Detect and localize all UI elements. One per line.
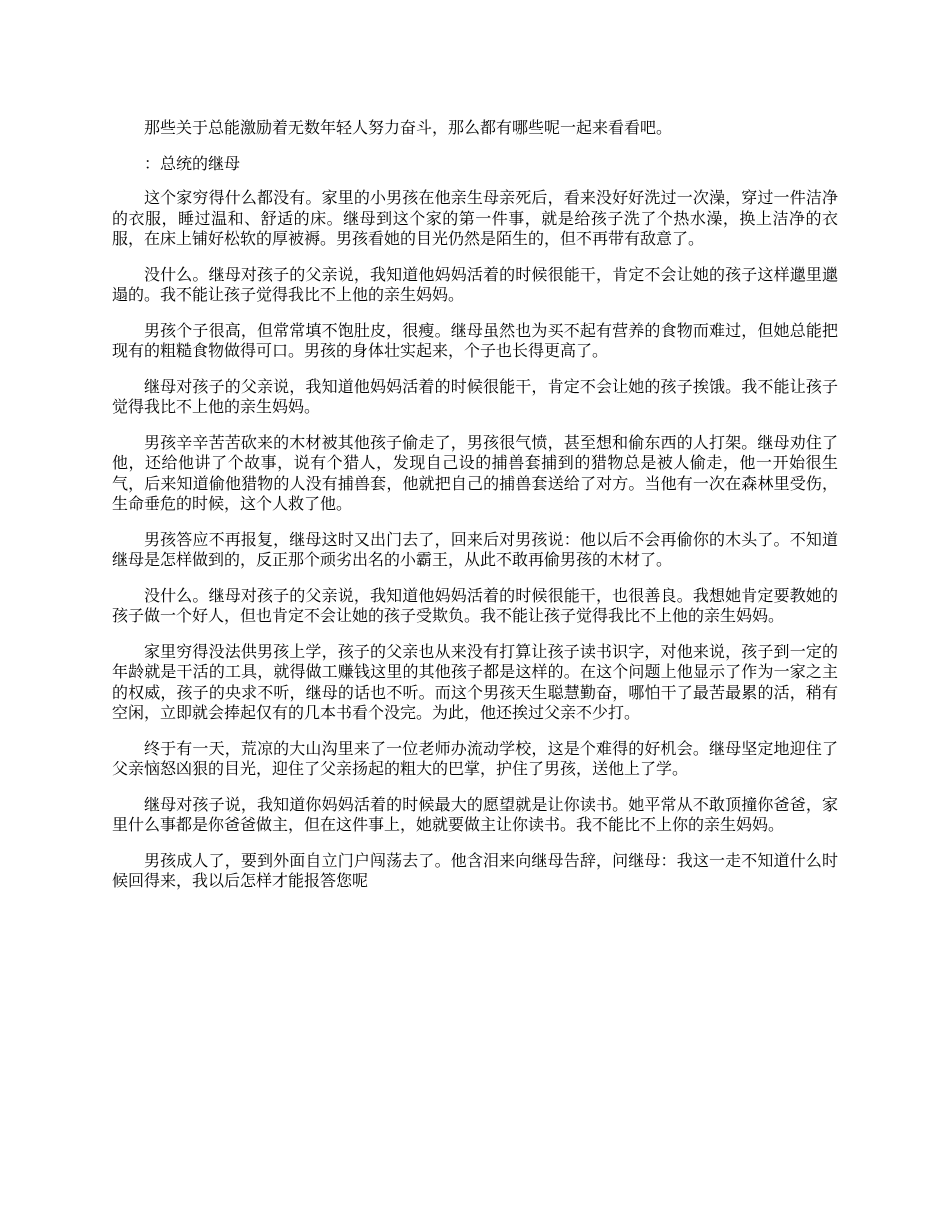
- body-paragraph: 终于有一天，荒凉的大山沟里来了一位老师办流动学校，这是个难得的好机会。继母坚定地迎住了父亲恼怒凶狠的目光，迎住了父亲扬起的粗大的巴掌，护住了男孩，送他上了学。: [112, 738, 838, 778]
- document-body: [112, 118, 838, 907]
- body-paragraph: 男孩成人了，要到外面自立门户闯荡去了。他含泪来向继母告辞，问继母：我这一走不知道什么时候回得来，我以后怎样才能报答您呢: [112, 850, 838, 890]
- body-paragraph: 没什么。继母对孩子的父亲说，我知道他妈妈活着的时候很能干，肯定不会让她的孩子这样邋里邋遢的。我不能让孩子觉得我比不上他的亲生妈妈。: [112, 264, 838, 304]
- body-paragraph: 男孩答应不再报复，继母这时又出门去了，回来后对男孩说：他以后不会再偷你的木头了。不知道继母是怎样做到的，反正那个顽劣出名的小霸王，从此不敢再偷男孩的木材了。: [112, 529, 838, 569]
- body-paragraph: 继母对孩子的父亲说，我知道他妈妈活着的时候很能干，肯定不会让她的孩子挨饿。我不能让孩子觉得我比不上他的亲生妈妈。: [112, 376, 838, 416]
- body-paragraph: 家里穷得没法供男孩上学，孩子的父亲也从来没有打算让孩子读书识字，对他来说，孩子到一定的年龄就是干活的工具，就得做工赚钱这里的其他孩子都是这样的。在这个问题上他显示了作为一家之主的权威，孩子的央求不听，继母的话也不听。而这个男孩天生聪慧勤奋，哪怕干了最苦最累的活，稍有空闲，立即就会捧起仅有的几本书看个没完。为此，他还挨过父亲不少打。: [112, 641, 838, 722]
- intro-paragraph: 那些关于总能激励着无数年轻人努力奋斗，那么都有哪些呢一起来看看吧。: [144, 118, 673, 137]
- body-paragraph: 没什么。继母对孩子的父亲说，我知道他妈妈活着的时候很能干，也很善良。我想她肯定要教她的孩子做一个好人，但也肯定不会让她的孩子受欺负。我不能让孩子觉得我比不上他的亲生妈妈。: [112, 585, 838, 625]
- body-paragraph: 继母对孩子说，我知道你妈妈活着的时候最大的愿望就是让你读书。她平常从不敢顶撞你爸爸，家里什么事都是你爸爸做主，但在这件事上，她就要做主让你读书。我不能比不上你的亲生妈妈。: [112, 794, 838, 834]
- body-paragraph: 男孩辛辛苦苦砍来的木材被其他孩子偷走了，男孩很气愤，甚至想和偷东西的人打架。继母劝住了他，还给他讲了个故事，说有个猎人，发现自己设的捕兽套捕到的猎物总是被人偷走，他一开始很生气，后来知道偷他猎物的人没有捕兽套，他就把自己的捕兽套送给了对方。当他有一次在森林里受伤，生命垂危的时候，这个人救了他。: [112, 432, 838, 513]
- body-paragraph: 男孩个子很高，但常常填不饱肚皮，很瘦。继母虽然也为买不起有营养的食物而难过，但她总能把现有的粗糙食物做得可口。男孩的身体壮实起来，个子也长得更高了。: [112, 320, 838, 360]
- section-heading: ：总统的继母: [144, 153, 241, 173]
- body-paragraph: 这个家穷得什么都没有。家里的小男孩在他亲生母亲死后，看来没好好洗过一次澡，穿过一件洁净的衣服，睡过温和、舒适的床。继母到这个家的第一件事，就是给孩子洗了个热水澡，换上洁净的衣服，在床上铺好松软的厚被褥。男孩看她的目光仍然是陌生的，但不再带有敌意了。: [112, 188, 838, 248]
